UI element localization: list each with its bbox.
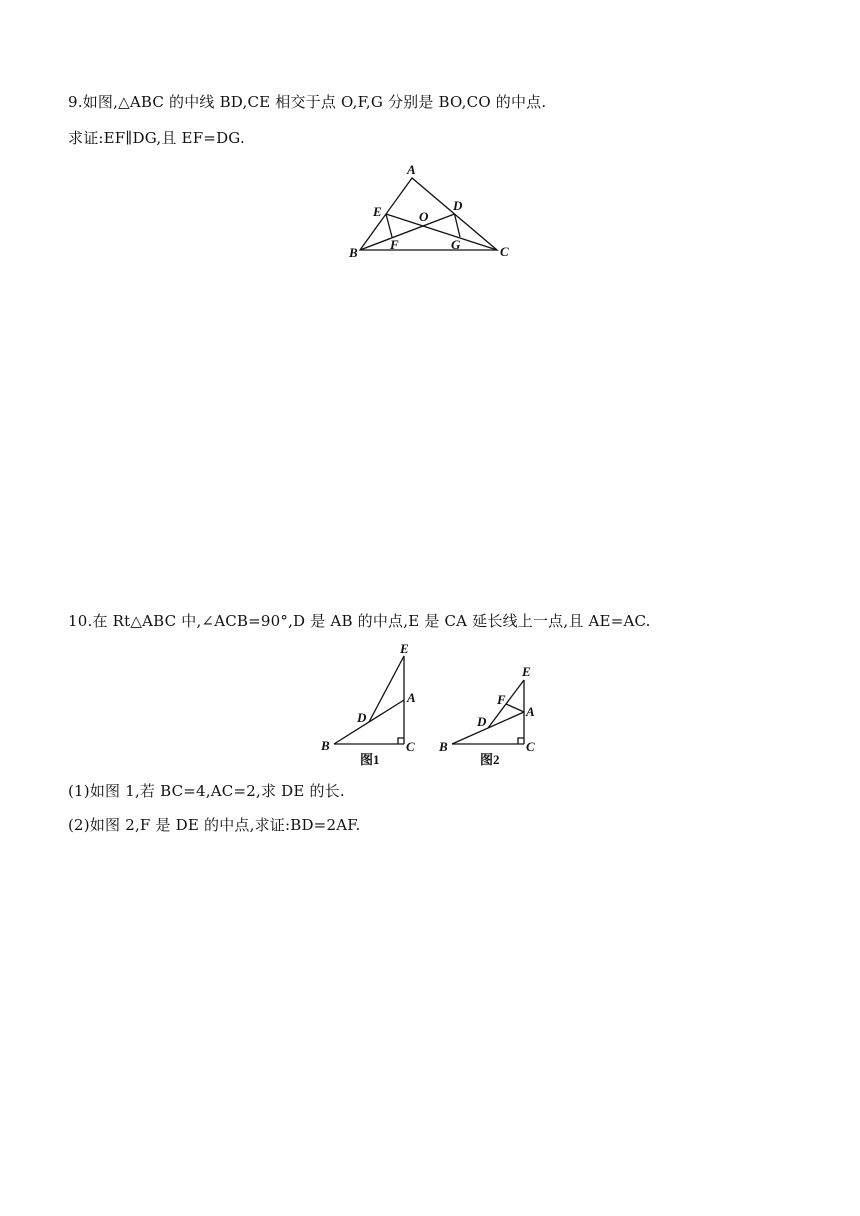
label-a: A: [407, 690, 416, 705]
label-c: C: [500, 244, 509, 259]
problem-9-figure: [340, 158, 520, 272]
label-f: F: [497, 692, 506, 707]
label-e: E: [373, 204, 382, 219]
label-e: E: [522, 664, 531, 679]
figure-2-caption: 图2: [480, 752, 500, 767]
label-f: F: [390, 237, 399, 252]
problem-10-figure-2: [436, 660, 556, 776]
problem-10-figure-1: [318, 640, 428, 776]
segment-ef: [386, 214, 392, 237]
label-a: A: [407, 162, 416, 177]
label-b: B: [439, 739, 448, 754]
segment-af: [506, 704, 524, 712]
right-angle-mark: [518, 738, 524, 744]
problem-10-part-2: (2)如图 2,F 是 DE 的中点,求证:BD=2AF.: [68, 816, 361, 834]
label-b: B: [321, 738, 330, 753]
label-d: D: [453, 198, 463, 213]
label-d: D: [357, 710, 367, 725]
label-c: C: [526, 739, 535, 754]
problem-9-statement: 9.如图,△ABC 的中线 BD,CE 相交于点 O,F,G 分别是 BO,CO 的中点.: [68, 93, 547, 111]
problem-10-statement: 10.在 Rt△ABC 中,∠ACB=90°,D 是 AB 的中点,E 是 CA 延长线上一点,且 AE=AC.: [68, 612, 651, 630]
segment-de: [369, 656, 404, 722]
figure-2-diagram: [436, 660, 556, 772]
right-angle-mark: [398, 738, 404, 744]
label-b: B: [349, 245, 358, 260]
triangle-abc-diagram: [340, 158, 520, 268]
figure-1-caption: 图1: [360, 752, 380, 767]
label-a: A: [526, 704, 535, 719]
label-o: O: [419, 209, 429, 224]
label-d: D: [477, 714, 487, 729]
problem-10-part-1: (1)如图 1,若 BC=4,AC=2,求 DE 的长.: [68, 782, 345, 800]
problem-9-prove: 求证:EF∥DG,且 EF=DG.: [68, 129, 245, 147]
label-g: G: [451, 237, 461, 252]
label-c: C: [406, 739, 415, 754]
label-e: E: [400, 641, 409, 656]
figure-1-diagram: [318, 640, 428, 772]
